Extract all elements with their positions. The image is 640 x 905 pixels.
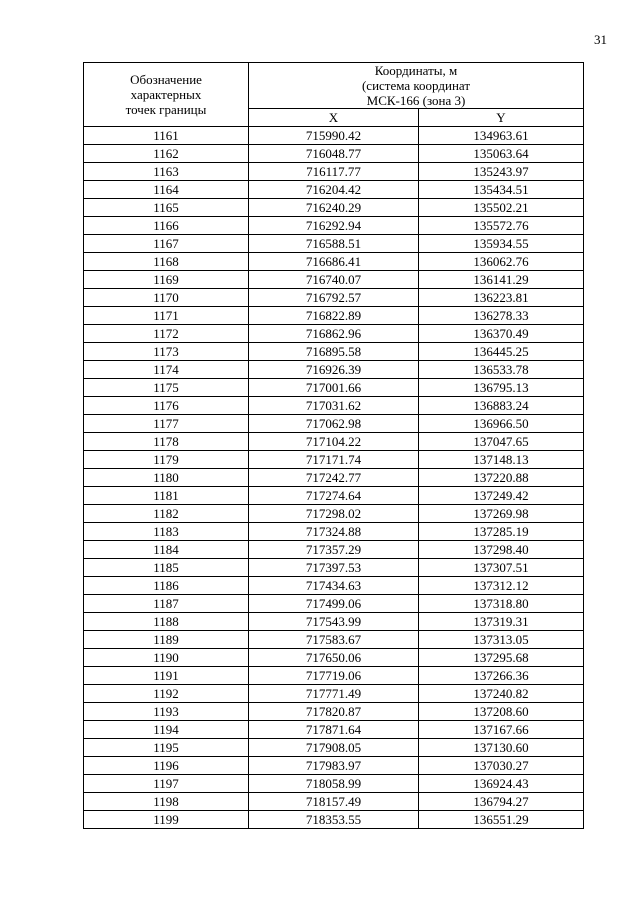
cell-y: 137249.42 — [419, 487, 584, 505]
cell-y: 137298.40 — [419, 541, 584, 559]
cell-y: 136223.81 — [419, 289, 584, 307]
table-row — [84, 271, 584, 289]
cell-y: 137312.12 — [419, 577, 584, 595]
table-row — [84, 523, 584, 541]
page-number: 31 — [594, 32, 607, 47]
table-row — [84, 307, 584, 325]
cell-x: 715990.42 — [249, 127, 419, 145]
cell-point-id: 1173 — [84, 343, 249, 361]
header-designation-line: Обозначение — [130, 72, 202, 87]
cell-y: 135243.97 — [419, 163, 584, 181]
cell-point-id: 1198 — [84, 793, 249, 811]
cell-y: 137266.36 — [419, 667, 584, 685]
cell-point-id: 1177 — [84, 415, 249, 433]
cell-y: 136062.76 — [419, 253, 584, 271]
cell-y: 136794.27 — [419, 793, 584, 811]
table-row — [84, 631, 584, 649]
cell-point-id: 1192 — [84, 685, 249, 703]
cell-point-id: 1169 — [84, 271, 249, 289]
table-row — [84, 577, 584, 595]
cell-x: 717771.49 — [249, 685, 419, 703]
header-designation-line: точек границы — [125, 102, 207, 117]
cell-x: 717719.06 — [249, 667, 419, 685]
cell-x: 716792.57 — [249, 289, 419, 307]
cell-point-id: 1164 — [84, 181, 249, 199]
table-row — [84, 325, 584, 343]
table-row — [84, 199, 584, 217]
cell-point-id: 1175 — [84, 379, 249, 397]
table-row — [84, 541, 584, 559]
cell-x: 717908.05 — [249, 739, 419, 757]
header-designation-line: характерных — [130, 87, 202, 102]
cell-y: 137318.80 — [419, 595, 584, 613]
cell-x: 716822.89 — [249, 307, 419, 325]
cell-point-id: 1194 — [84, 721, 249, 739]
cell-x: 716926.39 — [249, 361, 419, 379]
cell-point-id: 1178 — [84, 433, 249, 451]
cell-y: 137269.98 — [419, 505, 584, 523]
cell-y: 136445.25 — [419, 343, 584, 361]
cell-point-id: 1180 — [84, 469, 249, 487]
cell-x: 716048.77 — [249, 145, 419, 163]
cell-point-id: 1172 — [84, 325, 249, 343]
cell-x: 718157.49 — [249, 793, 419, 811]
cell-y: 137295.68 — [419, 649, 584, 667]
table-row — [84, 505, 584, 523]
header-coords-line: (система координат — [361, 78, 471, 93]
table-row — [84, 757, 584, 775]
table-row — [84, 595, 584, 613]
table-row — [84, 667, 584, 685]
cell-y: 136551.29 — [419, 811, 584, 829]
cell-y: 136883.24 — [419, 397, 584, 415]
table-row — [84, 487, 584, 505]
cell-x: 717104.22 — [249, 433, 419, 451]
cell-point-id: 1188 — [84, 613, 249, 631]
cell-y: 135434.51 — [419, 181, 584, 199]
cell-y: 135063.64 — [419, 145, 584, 163]
cell-y: 137130.60 — [419, 739, 584, 757]
cell-x: 716862.96 — [249, 325, 419, 343]
cell-x: 717583.67 — [249, 631, 419, 649]
table-row — [84, 811, 584, 829]
cell-x: 717324.88 — [249, 523, 419, 541]
cell-x: 716204.42 — [249, 181, 419, 199]
cell-y: 135934.55 — [419, 235, 584, 253]
cell-y: 136141.29 — [419, 271, 584, 289]
table-row — [84, 649, 584, 667]
cell-x: 717543.99 — [249, 613, 419, 631]
cell-x: 718058.99 — [249, 775, 419, 793]
cell-point-id: 1161 — [84, 127, 249, 145]
table-row — [84, 721, 584, 739]
cell-point-id: 1189 — [84, 631, 249, 649]
cell-point-id: 1193 — [84, 703, 249, 721]
table-row — [84, 775, 584, 793]
cell-point-id: 1185 — [84, 559, 249, 577]
table-row — [84, 397, 584, 415]
table-row — [84, 235, 584, 253]
cell-point-id: 1191 — [84, 667, 249, 685]
cell-x: 716117.77 — [249, 163, 419, 181]
cell-y: 137148.13 — [419, 451, 584, 469]
cell-y: 136795.13 — [419, 379, 584, 397]
table-row — [84, 127, 584, 145]
cell-x: 717062.98 — [249, 415, 419, 433]
table-row — [84, 451, 584, 469]
cell-y: 136924.43 — [419, 775, 584, 793]
cell-x: 717434.63 — [249, 577, 419, 595]
header-coords-line: Координаты, м — [374, 63, 458, 78]
table-row — [84, 181, 584, 199]
cell-point-id: 1195 — [84, 739, 249, 757]
cell-x: 717242.77 — [249, 469, 419, 487]
cell-point-id: 1190 — [84, 649, 249, 667]
header-point-designation — [84, 63, 249, 127]
cell-y: 136278.33 — [419, 307, 584, 325]
cell-point-id: 1167 — [84, 235, 249, 253]
table-row — [84, 289, 584, 307]
table-row — [84, 253, 584, 271]
cell-point-id: 1187 — [84, 595, 249, 613]
table-row — [84, 559, 584, 577]
table-row — [84, 343, 584, 361]
cell-y: 137047.65 — [419, 433, 584, 451]
cell-x: 717031.62 — [249, 397, 419, 415]
table-row — [84, 379, 584, 397]
cell-x: 717499.06 — [249, 595, 419, 613]
cell-point-id: 1181 — [84, 487, 249, 505]
cell-point-id: 1165 — [84, 199, 249, 217]
cell-y: 136966.50 — [419, 415, 584, 433]
cell-y: 137285.19 — [419, 523, 584, 541]
cell-point-id: 1196 — [84, 757, 249, 775]
cell-x: 717871.64 — [249, 721, 419, 739]
cell-x: 718353.55 — [249, 811, 419, 829]
cell-x: 717983.97 — [249, 757, 419, 775]
table-row — [84, 145, 584, 163]
cell-point-id: 1166 — [84, 217, 249, 235]
cell-x: 716895.58 — [249, 343, 419, 361]
cell-point-id: 1170 — [84, 289, 249, 307]
header-coords-line: МСК-166 (зона 3) — [366, 93, 466, 108]
cell-y: 137319.31 — [419, 613, 584, 631]
table-row — [84, 613, 584, 631]
table-row — [84, 793, 584, 811]
cell-point-id: 1186 — [84, 577, 249, 595]
cell-point-id: 1197 — [84, 775, 249, 793]
cell-y: 137313.05 — [419, 631, 584, 649]
cell-x: 716686.41 — [249, 253, 419, 271]
cell-x: 717001.66 — [249, 379, 419, 397]
cell-y: 137220.88 — [419, 469, 584, 487]
table-row — [84, 469, 584, 487]
table-row — [84, 433, 584, 451]
cell-x: 716740.07 — [249, 271, 419, 289]
cell-y: 134963.61 — [419, 127, 584, 145]
cell-y: 135572.76 — [419, 217, 584, 235]
table-row — [84, 217, 584, 235]
cell-point-id: 1174 — [84, 361, 249, 379]
cell-x: 716240.29 — [249, 199, 419, 217]
cell-y: 136533.78 — [419, 361, 584, 379]
cell-y: 137240.82 — [419, 685, 584, 703]
header-x: X — [249, 109, 419, 127]
table-header-row — [84, 63, 584, 109]
header-coordinates-group — [249, 63, 584, 109]
cell-point-id: 1199 — [84, 811, 249, 829]
cell-y: 135502.21 — [419, 199, 584, 217]
cell-point-id: 1162 — [84, 145, 249, 163]
cell-y: 137030.27 — [419, 757, 584, 775]
cell-x: 716292.94 — [249, 217, 419, 235]
cell-point-id: 1179 — [84, 451, 249, 469]
coordinates-table — [83, 62, 584, 829]
table-row — [84, 703, 584, 721]
cell-point-id: 1184 — [84, 541, 249, 559]
cell-x: 717274.64 — [249, 487, 419, 505]
cell-x: 717397.53 — [249, 559, 419, 577]
cell-x: 716588.51 — [249, 235, 419, 253]
table-row — [84, 739, 584, 757]
cell-point-id: 1182 — [84, 505, 249, 523]
cell-x: 717820.87 — [249, 703, 419, 721]
cell-x: 717298.02 — [249, 505, 419, 523]
table-row — [84, 361, 584, 379]
cell-point-id: 1183 — [84, 523, 249, 541]
cell-point-id: 1163 — [84, 163, 249, 181]
table-row — [84, 163, 584, 181]
cell-x: 717650.06 — [249, 649, 419, 667]
cell-point-id: 1171 — [84, 307, 249, 325]
cell-y: 137167.66 — [419, 721, 584, 739]
header-y: Y — [419, 109, 584, 127]
table-row — [84, 415, 584, 433]
cell-y: 137208.60 — [419, 703, 584, 721]
cell-point-id: 1168 — [84, 253, 249, 271]
cell-x: 717357.29 — [249, 541, 419, 559]
cell-x: 717171.74 — [249, 451, 419, 469]
cell-y: 137307.51 — [419, 559, 584, 577]
cell-point-id: 1176 — [84, 397, 249, 415]
cell-y: 136370.49 — [419, 325, 584, 343]
table-row — [84, 685, 584, 703]
